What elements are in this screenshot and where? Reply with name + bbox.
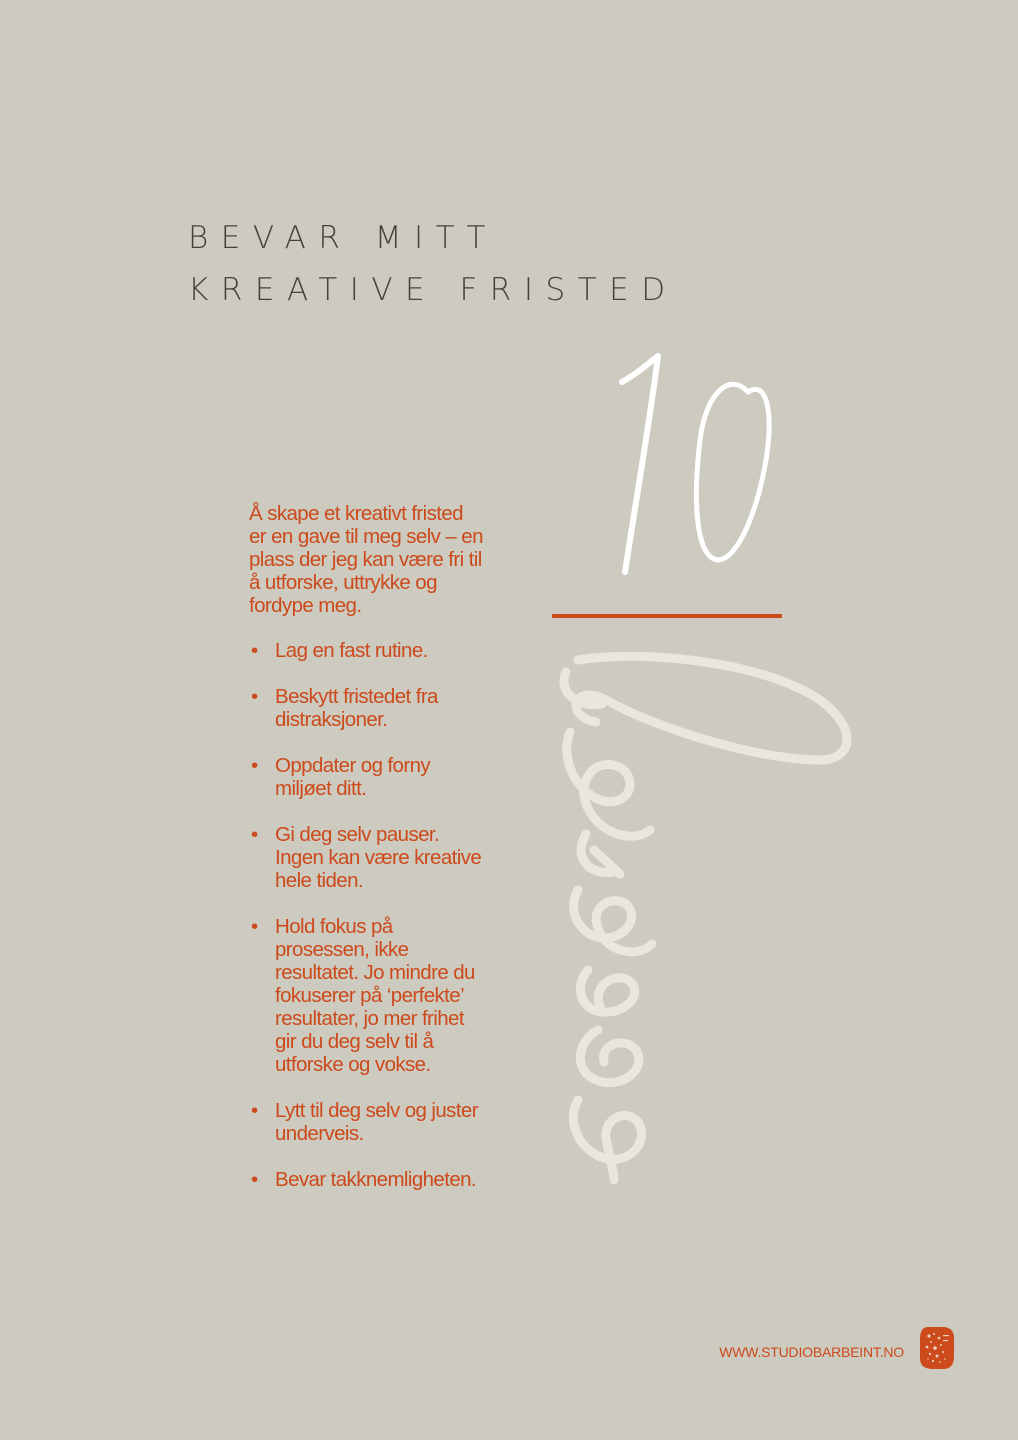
bullet-icon: • xyxy=(251,1099,258,1122)
studio-logo-icon xyxy=(919,1326,955,1370)
bullet-icon: • xyxy=(251,639,258,662)
list-item xyxy=(249,1168,484,1191)
list-item-text: Lag en fast rutine. xyxy=(275,639,428,662)
list-item xyxy=(249,915,484,1076)
list-item-text: Bevar takknemligheten. xyxy=(275,1168,477,1191)
list-item xyxy=(249,639,484,662)
script-word-leveregle xyxy=(564,656,847,1180)
list-item xyxy=(249,685,484,731)
digit-zero-stroke xyxy=(696,384,769,559)
bullet-icon: • xyxy=(251,823,258,846)
main-content xyxy=(249,502,484,1214)
list-item xyxy=(249,754,484,800)
tips-list xyxy=(249,639,484,1191)
bullet-icon: • xyxy=(251,754,258,777)
title-line-2: KREATIVE FRISTED xyxy=(188,272,678,308)
list-item-text: Lytt til deg selv og juster underveis. xyxy=(275,1099,478,1145)
list-item-text: Oppdater og forny miljøet ditt. xyxy=(275,754,431,800)
list-item-text: Hold fokus på prosessen, ikke resultatet. Jo mindre du fokuserer på ‘perfekte’ resultater, jo mer frihet gir du deg selv til å utforske og vokse. xyxy=(275,915,475,1076)
list-item-text: Beskytt fristedet fra distraksjoner. xyxy=(275,685,438,731)
intro-text: Å skape et kreativt fristed er en gave til meg selv – en plass der jeg kan være fri til å utforske, uttrykke og fordype meg. xyxy=(249,502,483,617)
digit-one-stroke xyxy=(622,356,658,572)
bullet-icon: • xyxy=(251,915,258,938)
page-title xyxy=(188,212,678,316)
list-item xyxy=(249,823,484,892)
list-item xyxy=(249,1099,484,1145)
list-item-text: Gi deg selv pauser. Ingen kan være kreative hele tiden. xyxy=(275,823,482,892)
website-link[interactable]: WWW.STUDIOBARBEINT.NO xyxy=(719,1344,904,1360)
bullet-icon: • xyxy=(251,1168,258,1191)
title-line-1: BEVAR MITT xyxy=(188,220,498,256)
handwritten-number-10 xyxy=(622,356,769,572)
bullet-icon: • xyxy=(251,685,258,708)
